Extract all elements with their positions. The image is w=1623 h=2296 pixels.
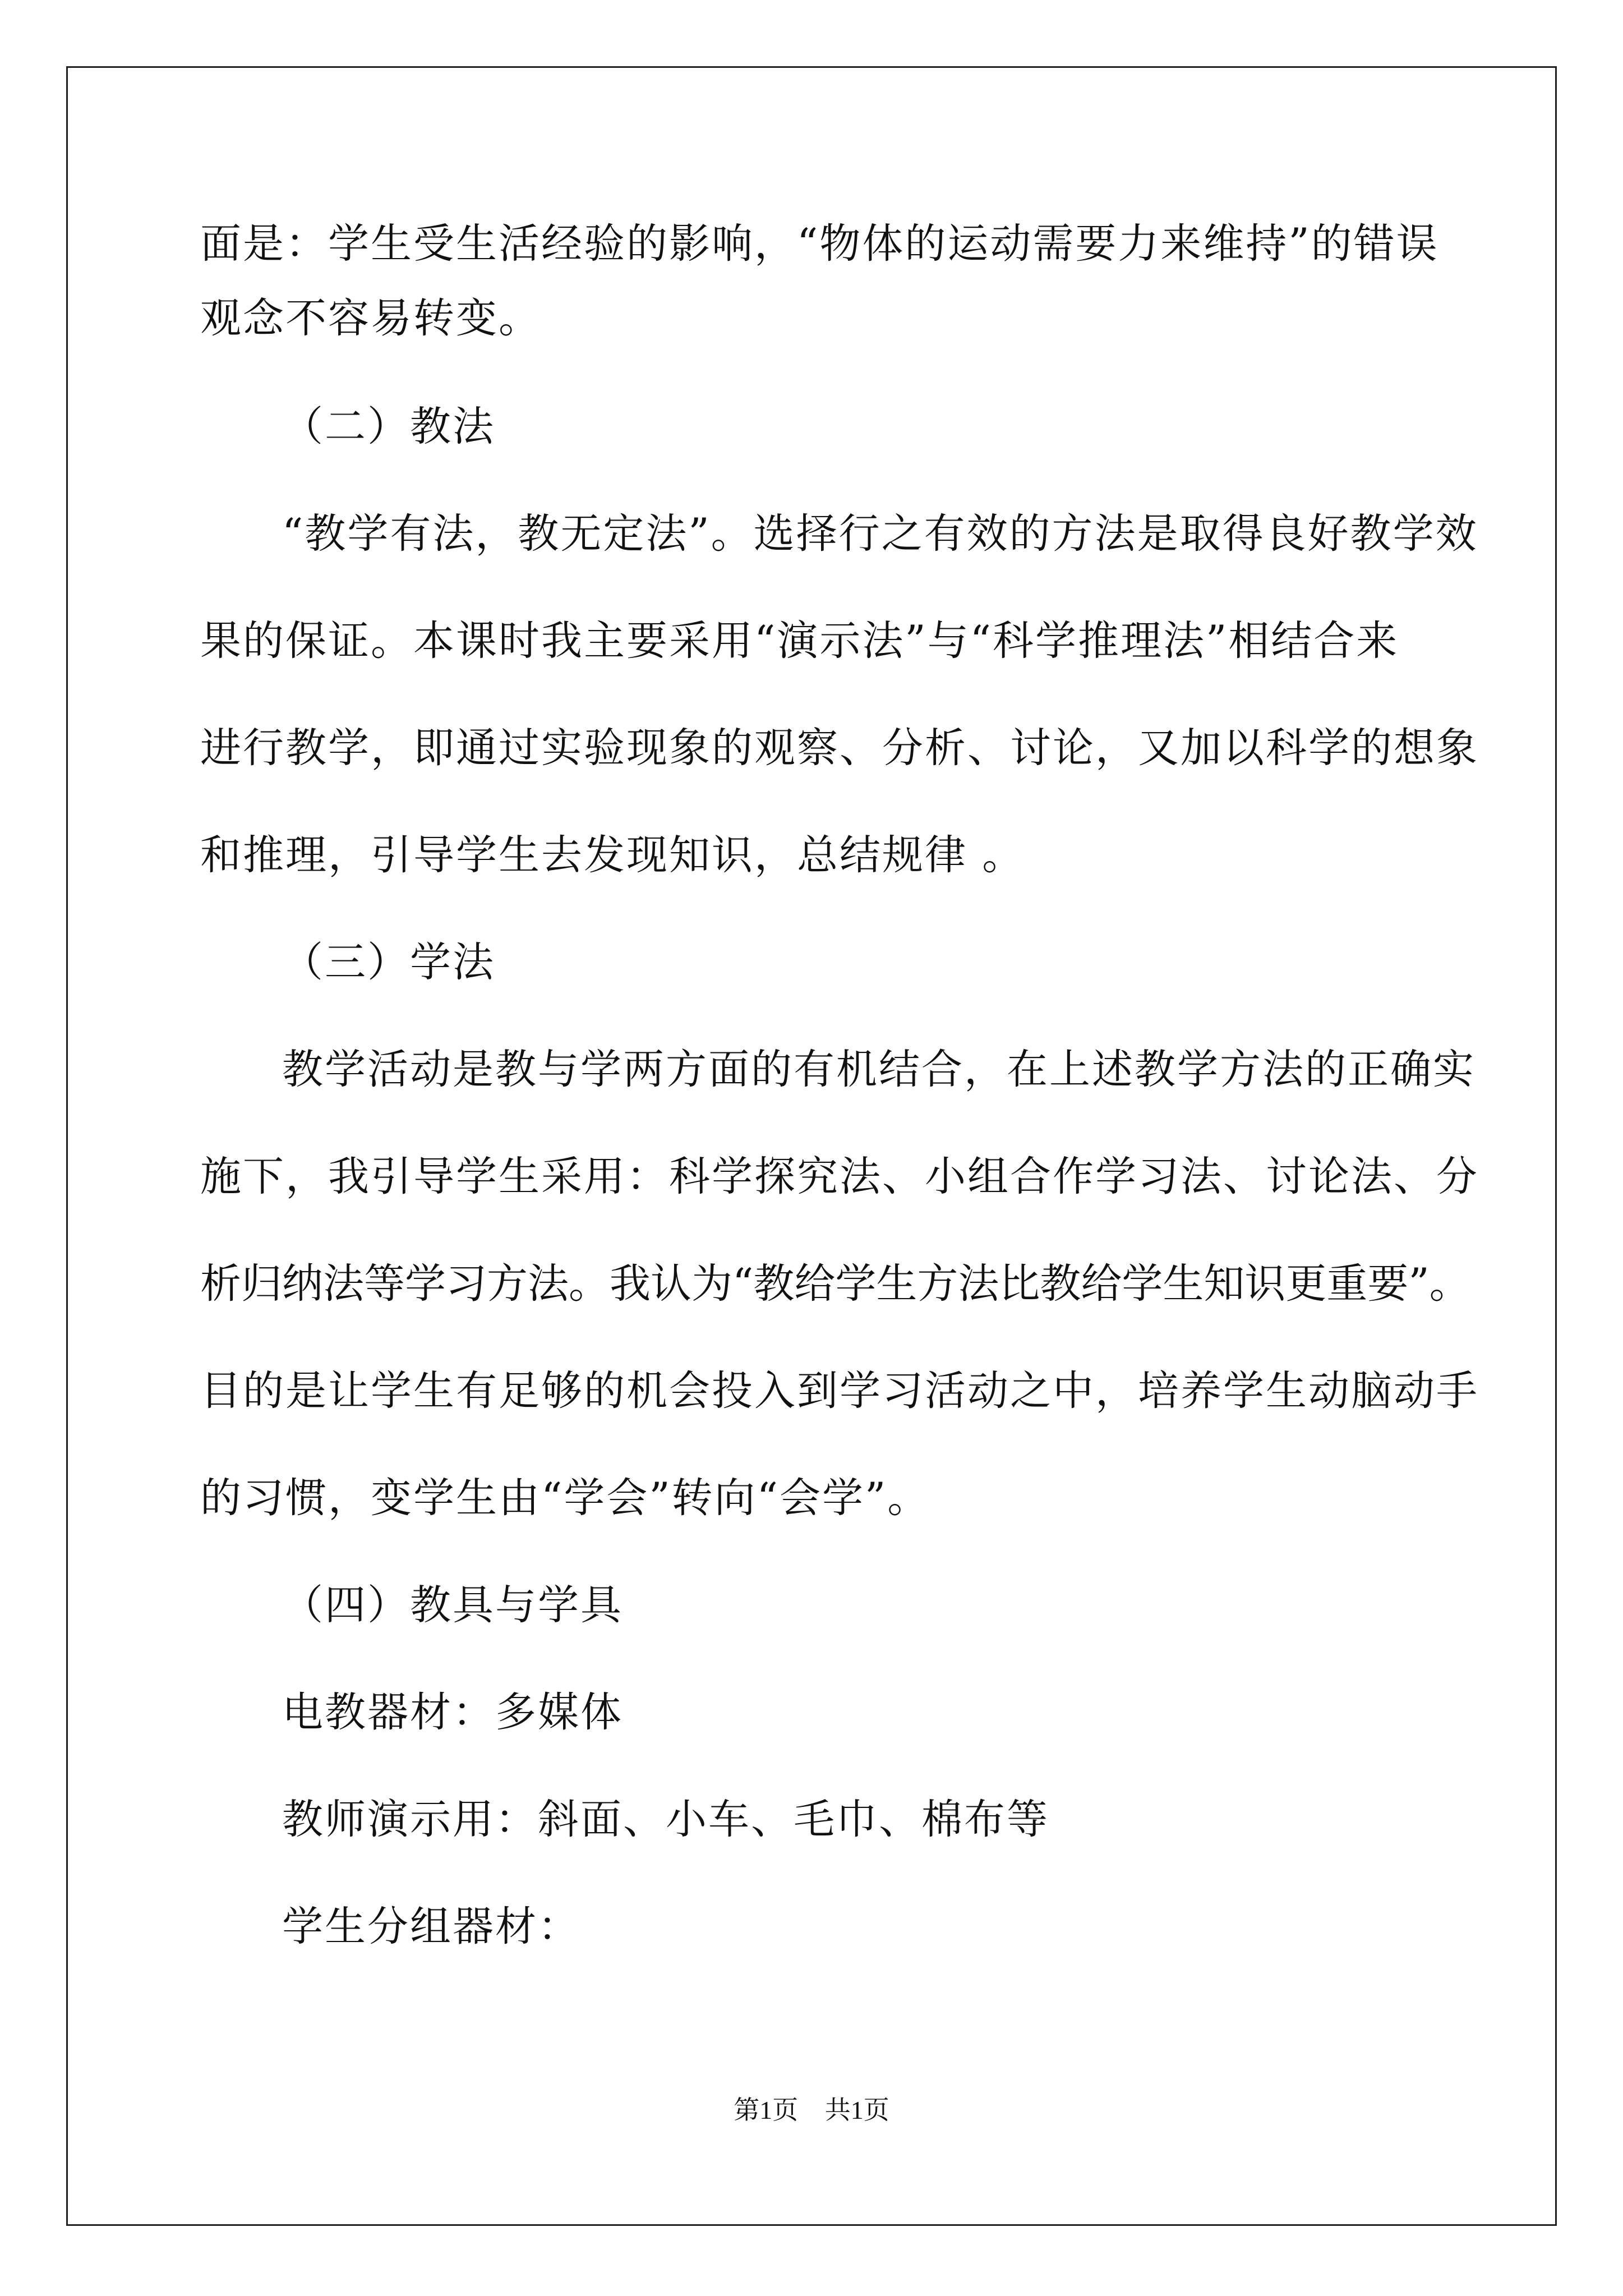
page-total: 共1页 [824,2096,889,2124]
paragraph-line: “教学有法，教无定法”。选择行之有效的方法是取得良好教学效 [282,510,1478,558]
page-number: 第1页 [734,2096,799,2124]
paragraph-line: 施下，我引导学生采用：科学探究法、小组合作学习法、讨论法、分 [200,1153,1479,1200]
paragraph-line: 果的保证。本课时我主要采用“演示法”与“科学推理法”相结合来 [200,617,1399,665]
paragraph-line: 教学活动是教与学两方面的有机结合，在上述教学方法的正确实 [282,1046,1476,1093]
paragraph-line: 和推理，引导学生去发现知识，总结规律 。 [200,831,1025,879]
paragraph-line: 析归纳法等学习方法。我认为“教给学生方法比教给学生知识更重要”。 [200,1260,1470,1308]
paragraph-line: 目的是让学生有足够的机会投入到学习活动之中，培养学生动脑动手 [200,1367,1479,1415]
paragraph-line: 观念不容易转变。 [200,295,541,342]
section-heading: （四）教具与学具 [282,1581,623,1629]
page-footer [0,2095,1623,2126]
paragraph-line: 的习惯，变学生由“学会”转向“会学”。 [200,1474,930,1522]
paragraph-line: 学生分组器材： [282,1903,580,1950]
paragraph-line: 教师演示用：斜面、小车、毛巾、棉布等 [282,1796,1049,1843]
paragraph-line: 电教器材：多媒体 [282,1688,623,1736]
paragraph-line: 面是：学生受生活经验的影响，“物体的运动需要力来维持”的错误 [200,220,1439,268]
paragraph-line: 进行教学，即通过实验现象的观察、分析、讨论，又加以科学的想象 [200,724,1479,772]
section-heading: （三）学法 [282,938,495,986]
section-heading: （二）教法 [282,403,495,450]
